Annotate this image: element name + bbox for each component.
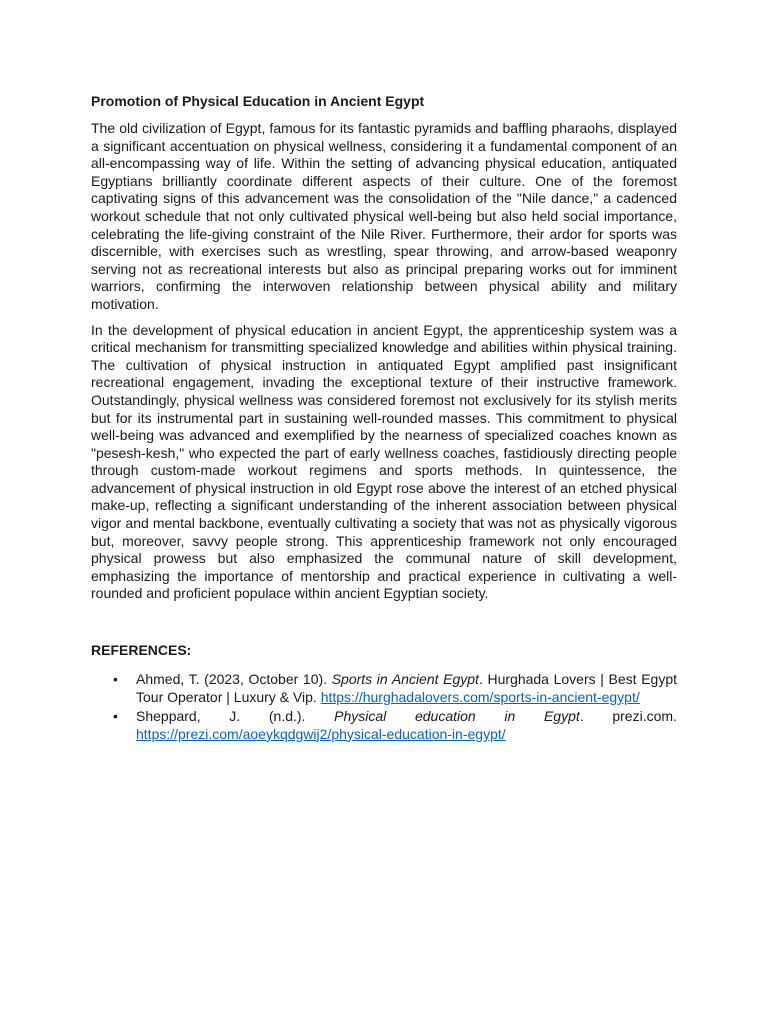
references-list xyxy=(91,671,677,743)
reference-first-line xyxy=(136,708,677,726)
bullet-icon: • xyxy=(113,671,118,688)
reference-text: Ahmed, T. (2023, October 10). xyxy=(136,671,332,688)
references-heading: REFERENCES: xyxy=(91,642,192,659)
reference-title-word: in xyxy=(504,708,516,725)
bullet-icon: • xyxy=(113,708,118,725)
reference-item-ahmed xyxy=(91,671,677,706)
reference-title-word: Physical xyxy=(334,708,387,725)
reference-link[interactable]: https://hurghadalovers.com/sports-in-ancient-egypt/ xyxy=(320,688,640,705)
paragraph-2: In the development of physical education in ancient Egypt, the apprenticeship system was a critical mechanism for transmitting specialized knowledge and abilities within physical training. The cultivation of physical instruction in antiquated Egypt amplified past insignificant recreational engagement, invading the exceptional texture of their instructive framework. Outstandingly, physical wellness was considered foremost not exclusively for its stylish merits but for its instrumental part in sustaining well-rounded masses. This commitment to physical well-being was advanced and exemplified by the nearness of specialized coaches known as "pesesh-kesh," who expected the part of early wellness coaches, fastidiously directing people through custom-made workout regimens and sports methods. In quintessence, the advancement of physical instruction in old Egypt rose above the interest of an etched physical make-up, reflecting a significant understanding of the inherent association between physical vigor and mental backbone, eventually cultivating a society that was not as physically vigorous but, moreover, savvy people strong. This apprenticeship framework not only encouraged physical prowess but also emphasized the communal nature of skill development, emphasizing the importance of mentorship and practical experience in cultivating a well-rounded and proficient populace within ancient Egyptian society. xyxy=(91,321,677,602)
reference-publisher: . Hurghada Lovers | Best Egypt Tour Operator | Luxury & Vip. xyxy=(136,671,677,705)
reference-title-period: . xyxy=(579,708,584,725)
reference-date: (n.d.). xyxy=(268,708,306,725)
reference-author: Sheppard, xyxy=(136,708,201,725)
reference-title-end xyxy=(544,708,584,726)
reference-item-sheppard xyxy=(91,708,677,743)
document-heading: Promotion of Physical Education in Ancient Egypt xyxy=(91,93,425,109)
reference-title-word: education xyxy=(414,708,476,725)
reference-link[interactable]: https://prezi.com/aoeykqdgwij2/physical-education-in-egypt/ xyxy=(136,725,506,742)
reference-site: prezi.com. xyxy=(612,708,677,725)
reference-title: Sports in Ancient Egypt xyxy=(331,671,479,688)
reference-title-word: Egypt xyxy=(543,708,580,725)
paragraph-1: The old civilization of Egypt, famous for its fantastic pyramids and baffling pharaohs, displayed a significant accentuation on physical wellness, considering it a fundamental component of an all-encompassing way of life. Within the setting of advancing physical education, antiquated Egyptians brilliantly coordinate different aspects of their culture. One of the foremost captivating signs of this advancement was the consolidation of the "Nile dance," a cadenced workout schedule that not only cultivated physical well-being but also held social importance, celebrating the life-giving constraint of the Nile River. Furthermore, their ardor for sports was discernible, with exercises such as wrestling, spear throwing, and arrow-based weaponry serving not as recreational interests but also as principal preparing works out for imminent warriors, confirming the interwoven relationship between physical ability and military motivation. xyxy=(91,120,677,312)
reference-initial: J. xyxy=(229,708,241,725)
